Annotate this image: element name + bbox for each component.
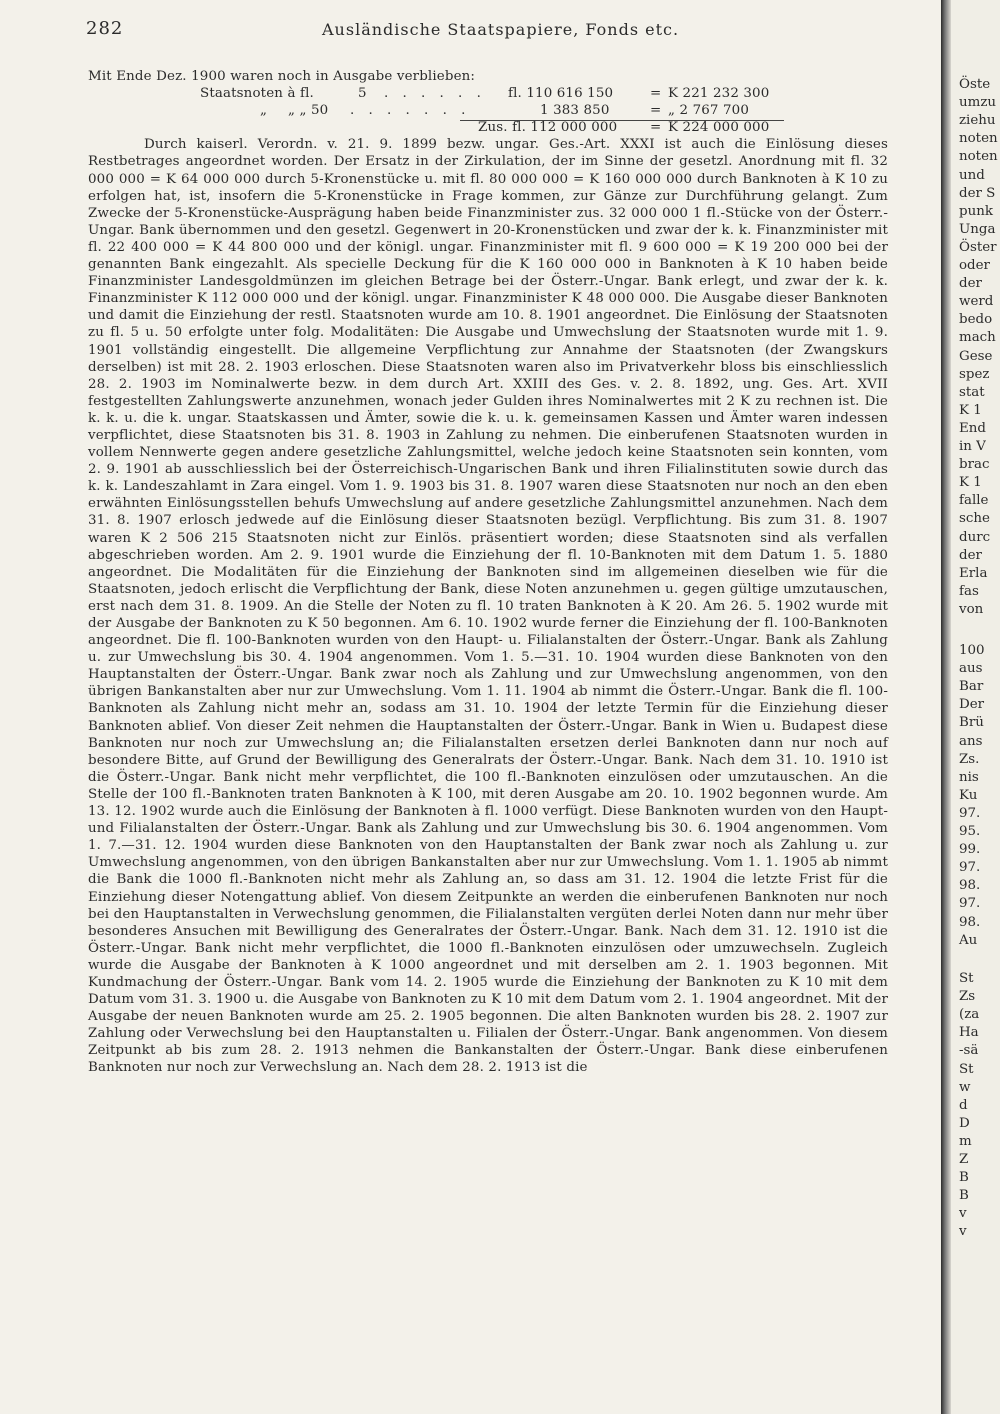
- adjacent-page-fragment: in V: [959, 439, 986, 454]
- adjacent-page-fragment: K 1: [959, 402, 982, 418]
- adjacent-page-fragment: 99.: [959, 842, 981, 858]
- adjacent-page-fragment: v: [959, 1224, 967, 1240]
- row-k-value: K 221 232 300: [668, 86, 770, 102]
- adjacent-page-fragment: (za: [959, 1007, 980, 1023]
- adjacent-page-fragment: ziehu: [959, 113, 996, 129]
- adjacent-page-fragment: Unga: [959, 221, 996, 237]
- adjacent-page-fragment: K 1: [959, 475, 982, 491]
- book-gutter: [941, 0, 951, 1414]
- page-number: 282: [86, 18, 124, 39]
- adjacent-page-fragment: D: [959, 1115, 970, 1131]
- adjacent-page-fragment: falle: [959, 493, 989, 509]
- adjacent-page-fragment: 97.: [959, 896, 981, 912]
- adjacent-page-fragment: mach: [959, 330, 996, 346]
- sum-k-value: K 224 000 000: [668, 120, 770, 136]
- adjacent-page-fragment: Ku: [959, 787, 978, 803]
- amount-table: [88, 85, 888, 136]
- adjacent-page-fragment: 95.: [959, 824, 981, 839]
- adjacent-page-fragment: ans: [959, 733, 983, 749]
- adjacent-page-fragment: End: [959, 420, 986, 436]
- page-header: [86, 18, 880, 46]
- adjacent-page-fragment: bedo: [959, 312, 993, 328]
- adjacent-page-fragment: 97.: [959, 860, 981, 876]
- row-label: „: [260, 103, 268, 119]
- adjacent-page-fragment: 97.: [959, 805, 981, 821]
- adjacent-page-fragment: der: [959, 276, 982, 292]
- adjacent-page-fragment: m: [959, 1133, 972, 1149]
- adjacent-page-fragment: Bar: [959, 679, 984, 695]
- adjacent-page-fragment: noten: [959, 149, 998, 165]
- adjacent-page-fragment: durc: [959, 529, 991, 545]
- row-k-value: „ 2 767 700: [668, 103, 749, 119]
- adjacent-page-fragment: 98.: [959, 914, 981, 930]
- row-denomination: 5: [358, 86, 367, 102]
- row-fl-value: fl. 110 616 150: [508, 86, 614, 102]
- body-text: [88, 136, 888, 1076]
- adjacent-page-fragment: Ha: [959, 1025, 979, 1041]
- body-paragraph: Durch kaiserl. Verordn. v. 21. 9. 1899 bezw. ungar. Ges.-Art. XXXI ist auch die Einlösung dieses Restbetrages angeordnet worden. Der Ersatz in der Zirkulation, der im Sinne der gesetzl. Anordnung mit fl. 32 000 000 = K 64 000 000 durch 5-Kronenstücke u. mit fl. 80 000 000 = K 160 000 000 durch Banknoten à K 10 zu erfolgen hat, ist, insofern die 5-Kronenstücke in Frage kommen, zur Gänze zur Durchführung gelangt. Zum Zwecke der 5-Kronenstücke-Ausprägung haben beide Finanzminister zus. 32 000 000 1 fl.-Stücke von der Österr.-Ungar. Bank übernommen und den gesetzl. Gegenwert in 20-Kronenstücken und zwar der k. k. Finanzminister mit fl. 22 400 000 = K 44 800 000 und der königl. ungar. Finanzminister mit fl. 9 600 000 = K 19 200 000 bei der genannten Bank eingezahlt. Als specielle Deckung für die K 160 000 000 in Banknoten à K 10 haben beide Finanzminister Landesgoldmünzen im gleichen Betrage bei der Österr.-Ungar. Bank erlegt, und zwar der k. k. Finanzminister K 112 000 000 und der königl. ungar. Finanzminister K 48 000 000. Die Ausgabe dieser Banknoten und damit die Einziehung der restl. Staatsnoten wurde am 10. 8. 1901 angeordnet. Die Einlösung der Staatsnoten zu fl. 5 u. 50 erfolgte unter folg. Modalitäten: Die Ausgabe und Umwechslung der Staatsnoten wurde mit 1. 9. 1901 vollständig eingestellt. Die allgemeine Verpflichtung zur Annahme der Staatsnoten (der Zwangskurs derselben) ist mit 28. 2. 1903 erloschen. Diese Staatsnoten waren also im Privatverkehr bloss bis einschliesslich 28. 2. 1903 im Nominalwerte bezw. in dem durch Art. XXIII des Ges. v. 2. 8. 1892, ung. Ges. Art. XVII festgestellten Zahlungswerte anzunehmen, wonach jeder Gulden ihres Nominalwertes mit 2 K zu rechnen ist. Die k. k. u. die k. ungar. Staatskassen und Ämter, sowie die k. u. k. gemeinsamen Kassen und Ämter waren indessen verpflichtet, diese Staatsnoten bis 31. 8. 1903 in Zahlung zu nehmen. Die einberufenen Staatsnoten wurden in vollem Nennwerte gegen andere gesetzliche Zahlungsmittel, welche jedoch keine Staatsnoten sein konnten, vom 2. 9. 1901 ab ausschliesslich bei der Österreichisch-Ungarischen Bank und ihren Filialinstituten sowie durch das k. k. Landeszahlamt in Zara eingel. Vom 1. 9. 1903 bis 31. 8. 1907 waren diese Staatsnoten nur noch an den eben erwähnten Einlösungsstellen behufs Umwechslung auf andere gesetzliche Zahlungsmittel anzunehmen. Nach dem 31. 8. 1907 erlosch jedwede auf die Einlösung dieser Staatsnoten bezügl. Verpflichtung. Bis zum 31. 8. 1907 waren K 2 506 215 Staatsnoten nicht zur Einlös. präsentiert worden; diese Staatsnoten sind als verfallen abgeschrieben worden. Am 2. 9. 1901 wurde die Einziehung der fl. 10-Banknoten mit dem Datum 1. 5. 1880 angeordnet. Die Modalitäten für die Einziehung der Banknoten sind im allgemeinen dieselben wie für die Staatsnoten, jedoch erlischt die Verpflichtung der Bank, diese Noten anzunehmen u. gegen gültige umzutauschen, erst nach dem 31. 8. 1909. An die Stelle der Noten zu fl. 10 traten Banknoten à K 20. Am 26. 5. 1902 wurde mit der Ausgabe der Banknoten zu K 50 begonnen. Am 6. 10. 1902 wurde ferner die Einziehung der fl. 100-Banknoten angeordnet. Die fl. 100-Banknoten wurden von den Haupt- u. Filialanstalten der Österr.-Ungar. Bank als Zahlung u. zur Umwechslung bis 30. 4. 1904 angenommen. Vom 1. 5.—31. 10. 1904 wurden diese Banknoten von den Hauptanstalten der Österr.-Ungar. Bank zwar noch als Zahlung und zur Umwechslung angenommen, von den übrigen Bankanstalten aber nur zur Umwechslung. Vom 1. 11. 1904 ab nimmt die Österr.-Ungar. Bank die fl. 100-Banknoten als Zahlung nicht mehr an, sodass am 31. 10. 1904 der letzte Termin für die Einziehung dieser Banknoten ablief. Von dieser Zeit nehmen die Hauptanstalten der Österr.-Ungar. Bank in Wien u. Budapest diese Banknoten nur noch zur Umwechslung an; die Filialanstalten ersetzen derlei Banknoten dann nur noch auf besondere Bitte, auf Grund der Bewilligung des Generalrats der Österr.-Ungar. Bank. Nach dem 31. 10. 1910 ist die Österr.-Ungar. Bank nicht mehr verpflichtet, die 100 fl.-Banknoten einzulösen oder umzutauschen. An die Stelle der 100 fl.-Banknoten traten Banknoten à K 100, mit deren Ausgabe am 20. 10. 1902 begonnen wurde. Am 13. 12. 1902 wurde auch die Einlösung der Banknoten à fl. 1000 verfügt. Diese Banknoten wurden von den Haupt- und Filialanstalten der Österr.-Ungar. Bank als Zahlung und zur Umwechslung bis 30. 6. 1904 angenommen. Vom 1. 7.—31. 12. 1904 wurden diese Banknoten von den Hauptanstalten der Bank zwar noch als Zahlung u. zur Umwechslung angenommen, von den übrigen Bankanstalten aber nur zur Umwechslung. Vom 1. 1. 1905 ab nimmt die Bank die 1000 fl.-Banknoten nicht mehr als Zahlung an, so dass am 31. 12. 1904 die letzte Frist für die Einziehung dieser Notengattung ablief. Von diesem Zeitpunkte an werden die einberufenen Banknoten nur noch bei den Hauptanstalten in Verwechslung genommen, die Filialanstalten vergüten derlei Noten dann nur mehr über besonderes Ansuchen mit Bewilligung des Generalrates der Österr.-Ungar. Bank. Nach dem 31. 12. 1910 ist die Österr.-Ungar. Bank nicht mehr verpflichtet, die 1000 fl.-Banknoten einzulösen oder umzuwechseln. Zugleich wurde die Ausgabe der Banknoten à K 1000 angeordnet und mit derselben am 2. 1. 1903 begonnen. Mit Kundmachung der Österr.-Ungar. Bank vom 14. 2. 1905 wurde die Einziehung der Banknoten zu K 10 mit dem Datum vom 31. 3. 1900 u. die Ausgabe von Banknoten zu K 10 mit dem Datum vom 2. 1. 1904 angeordnet. Mit der Ausgabe der neuen Banknoten wurde am 25. 2. 1905 begonnen. Die alten Banknoten wurden bis 28. 2. 1907 zur Zahlung oder Verwechslung bei den Hauptanstalten u. Filialen der Österr.-Ungar. Bank angenommen. Von diesem Zeitpunkt ab bis zum 28. 2. 1913 nehmen die Bankanstalten der Österr.-Ungar. Bank diese einberufenen Banknoten nur noch zur Verwechslung an. Nach dem 28. 2. 1913 ist die: [88, 137, 888, 1076]
- sum-equals: =: [650, 120, 662, 136]
- row-dots: . . . . . . .: [350, 103, 471, 119]
- adjacent-page-fragment: -sä: [959, 1043, 979, 1059]
- adjacent-page-fragment: Zs.: [959, 751, 980, 767]
- adjacent-page-fragment: sche: [959, 511, 990, 527]
- adjacent-page-fragment: Zs: [959, 989, 976, 1005]
- adjacent-page-fragment: fas: [959, 583, 979, 599]
- row-fl-value: 1 383 850: [540, 103, 610, 119]
- adjacent-page-fragment: Gese: [959, 348, 993, 364]
- intro-line: Mit Ende Dez. 1900 waren noch in Ausgabe verblieben:: [88, 69, 476, 84]
- adjacent-page-fragment: der: [959, 547, 982, 563]
- adjacent-page-fragment: St: [959, 1061, 974, 1077]
- table-row: [88, 85, 888, 102]
- row-label: Staatsnoten à fl.: [200, 86, 314, 102]
- adjacent-page-fragment: Öste: [959, 77, 991, 92]
- running-title: Ausländische Staatspapiere, Fonds etc.: [322, 20, 680, 39]
- adjacent-page-fragment: oder: [959, 258, 990, 273]
- adjacent-page-fragment: noten: [959, 131, 998, 147]
- adjacent-page-fragment: Der: [959, 697, 985, 713]
- adjacent-page-fragment: umzu: [959, 95, 997, 111]
- adjacent-page-fragment: stat: [959, 384, 985, 400]
- adjacent-page-fragment: Au: [959, 932, 978, 948]
- row-dots: . . . . . .: [384, 86, 486, 102]
- adjacent-page-fragment: 100: [959, 643, 985, 658]
- adjacent-page-fragment: Erla: [959, 565, 988, 581]
- adjacent-page-fragment: B: [959, 1188, 969, 1204]
- adjacent-page-fragment: Z: [959, 1152, 969, 1167]
- adjacent-page-fragment: der S: [959, 185, 996, 201]
- page-content: [88, 68, 888, 1077]
- table-sum-row: [88, 119, 888, 136]
- sum-fl-value: Zus. fl. 112 000 000: [478, 120, 618, 136]
- row-denomination: „ „ 50: [288, 103, 329, 119]
- adjacent-page-fragment: 98.: [959, 878, 981, 894]
- adjacent-page-fragment: St: [959, 971, 974, 986]
- adjacent-page-fragment: d: [959, 1097, 968, 1113]
- adjacent-page-fragment: punk: [959, 203, 993, 219]
- adjacent-page-fragment: nis: [959, 769, 979, 785]
- adjacent-page-fragment: brac: [959, 457, 990, 473]
- row-equals: =: [650, 103, 662, 119]
- table-row: [88, 102, 888, 119]
- adjacent-page-fragment: werd: [959, 294, 994, 310]
- adjacent-page-edge: [951, 0, 1000, 1414]
- adjacent-page-fragment: von: [959, 601, 984, 617]
- adjacent-page-fragment: spez: [959, 366, 990, 382]
- adjacent-page-fragment: und: [959, 167, 985, 183]
- adjacent-page-fragment: w: [959, 1079, 971, 1095]
- adjacent-page-fragment: B: [959, 1170, 969, 1186]
- adjacent-page-fragment: Öster: [959, 239, 997, 255]
- adjacent-page-fragment: Brü: [959, 715, 984, 731]
- adjacent-page-fragment: aus: [959, 661, 983, 677]
- adjacent-page-fragment: v: [959, 1206, 967, 1222]
- row-equals: =: [650, 86, 662, 102]
